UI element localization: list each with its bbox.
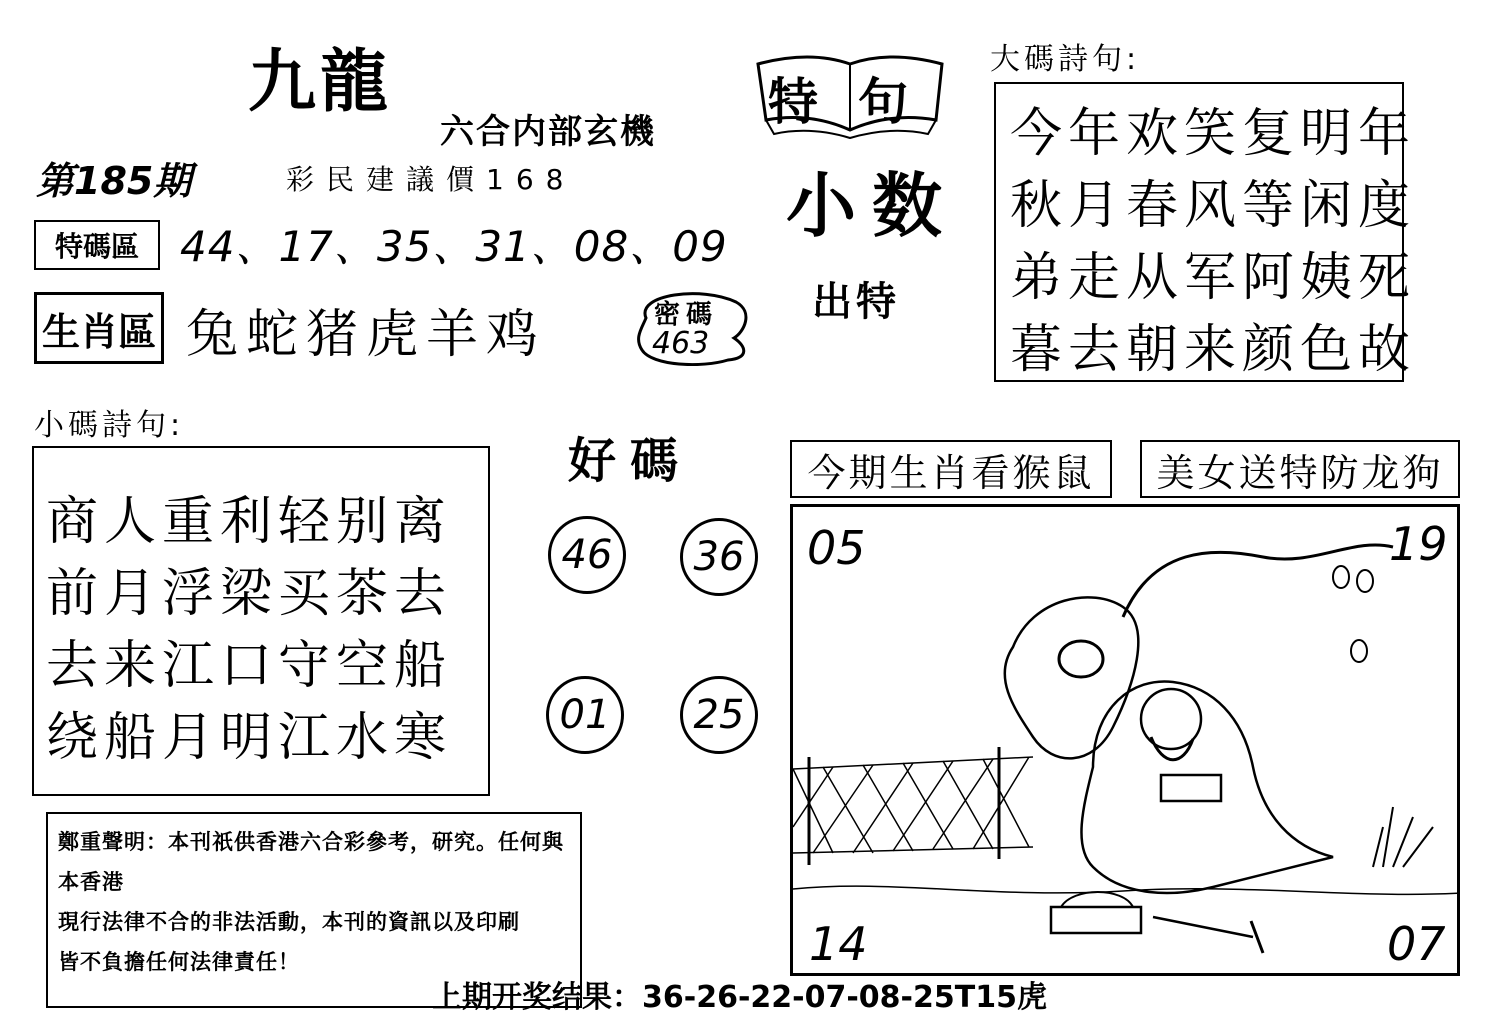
haoma-number: 36 [680, 518, 758, 596]
big-poem-box [994, 82, 1417, 382]
mima-value: 463 [652, 326, 710, 361]
haoma-number: 46 [548, 516, 626, 594]
disclaimer-line: 現行法律不合的非法活動，本刊的資訊以及印刷 [58, 910, 520, 934]
page-title: 九龍 [248, 42, 393, 122]
corner-number: 14 [809, 917, 868, 971]
last-result: 上期开奖结果：36-26-22-07-08-25T15虎 [432, 980, 1047, 1015]
illustration-box [790, 504, 1460, 976]
sign-left: 今期生肖看猴鼠 [790, 440, 1112, 498]
mima-badge [632, 288, 750, 366]
xiaoshu-text: 小数 [786, 165, 958, 247]
haoma-number: 01 [546, 676, 624, 754]
disclaimer-line: 皆不負擔任何法律責任！ [58, 950, 300, 974]
suggested-price: 彩民建議價168 [286, 163, 576, 196]
sign-right: 美女送特防龙狗 [1140, 440, 1460, 498]
big-poem-line: 秋月春风等闲度 [1010, 176, 1417, 236]
sage-illustration-icon [793, 507, 1460, 976]
big-poem-line: 暮去朝来颜色故 [1010, 320, 1417, 380]
big-poem-heading: 大碼詩句: [990, 42, 1141, 77]
small-poem-line: 商人重利轻别离 [46, 492, 453, 552]
disclaimer-line: 鄭重聲明：本刊祇供香港六合彩參考，研究。任何與本香港 [58, 830, 564, 894]
corner-number: 05 [807, 521, 866, 575]
haoma-label: 好碼 [568, 433, 693, 489]
corner-number: 07 [1387, 917, 1446, 971]
small-poem-line: 去来江口守空船 [46, 636, 453, 696]
tema-numbers: 44、17、35、31、08、09 [180, 222, 728, 271]
shengxiao-text: 兔蛇猪虎羊鸡 [186, 305, 547, 365]
big-poem-line: 弟走从军阿姨死 [1010, 248, 1417, 308]
teju-banner [750, 50, 950, 140]
teju-banner-text: 特句 [768, 73, 948, 131]
page-subtitle: 六合内部玄機 [440, 112, 656, 152]
corner-number: 19 [1389, 517, 1448, 571]
issue-number: 第185期 [36, 159, 192, 203]
small-poem-box [32, 446, 490, 796]
tema-label: 特碼區 [34, 220, 160, 270]
small-poem-line: 绕船月明江水寒 [46, 708, 453, 768]
big-poem-line: 今年欢笑复明年 [1010, 104, 1417, 164]
small-poem-line: 前月浮梁买茶去 [46, 564, 453, 624]
chute-text: 出特 [812, 279, 900, 325]
mima-label: 密碼 [654, 300, 719, 330]
haoma-number: 25 [680, 676, 758, 754]
small-poem-heading: 小碼詩句: [34, 408, 185, 443]
shengxiao-label: 生肖區 [34, 292, 164, 364]
